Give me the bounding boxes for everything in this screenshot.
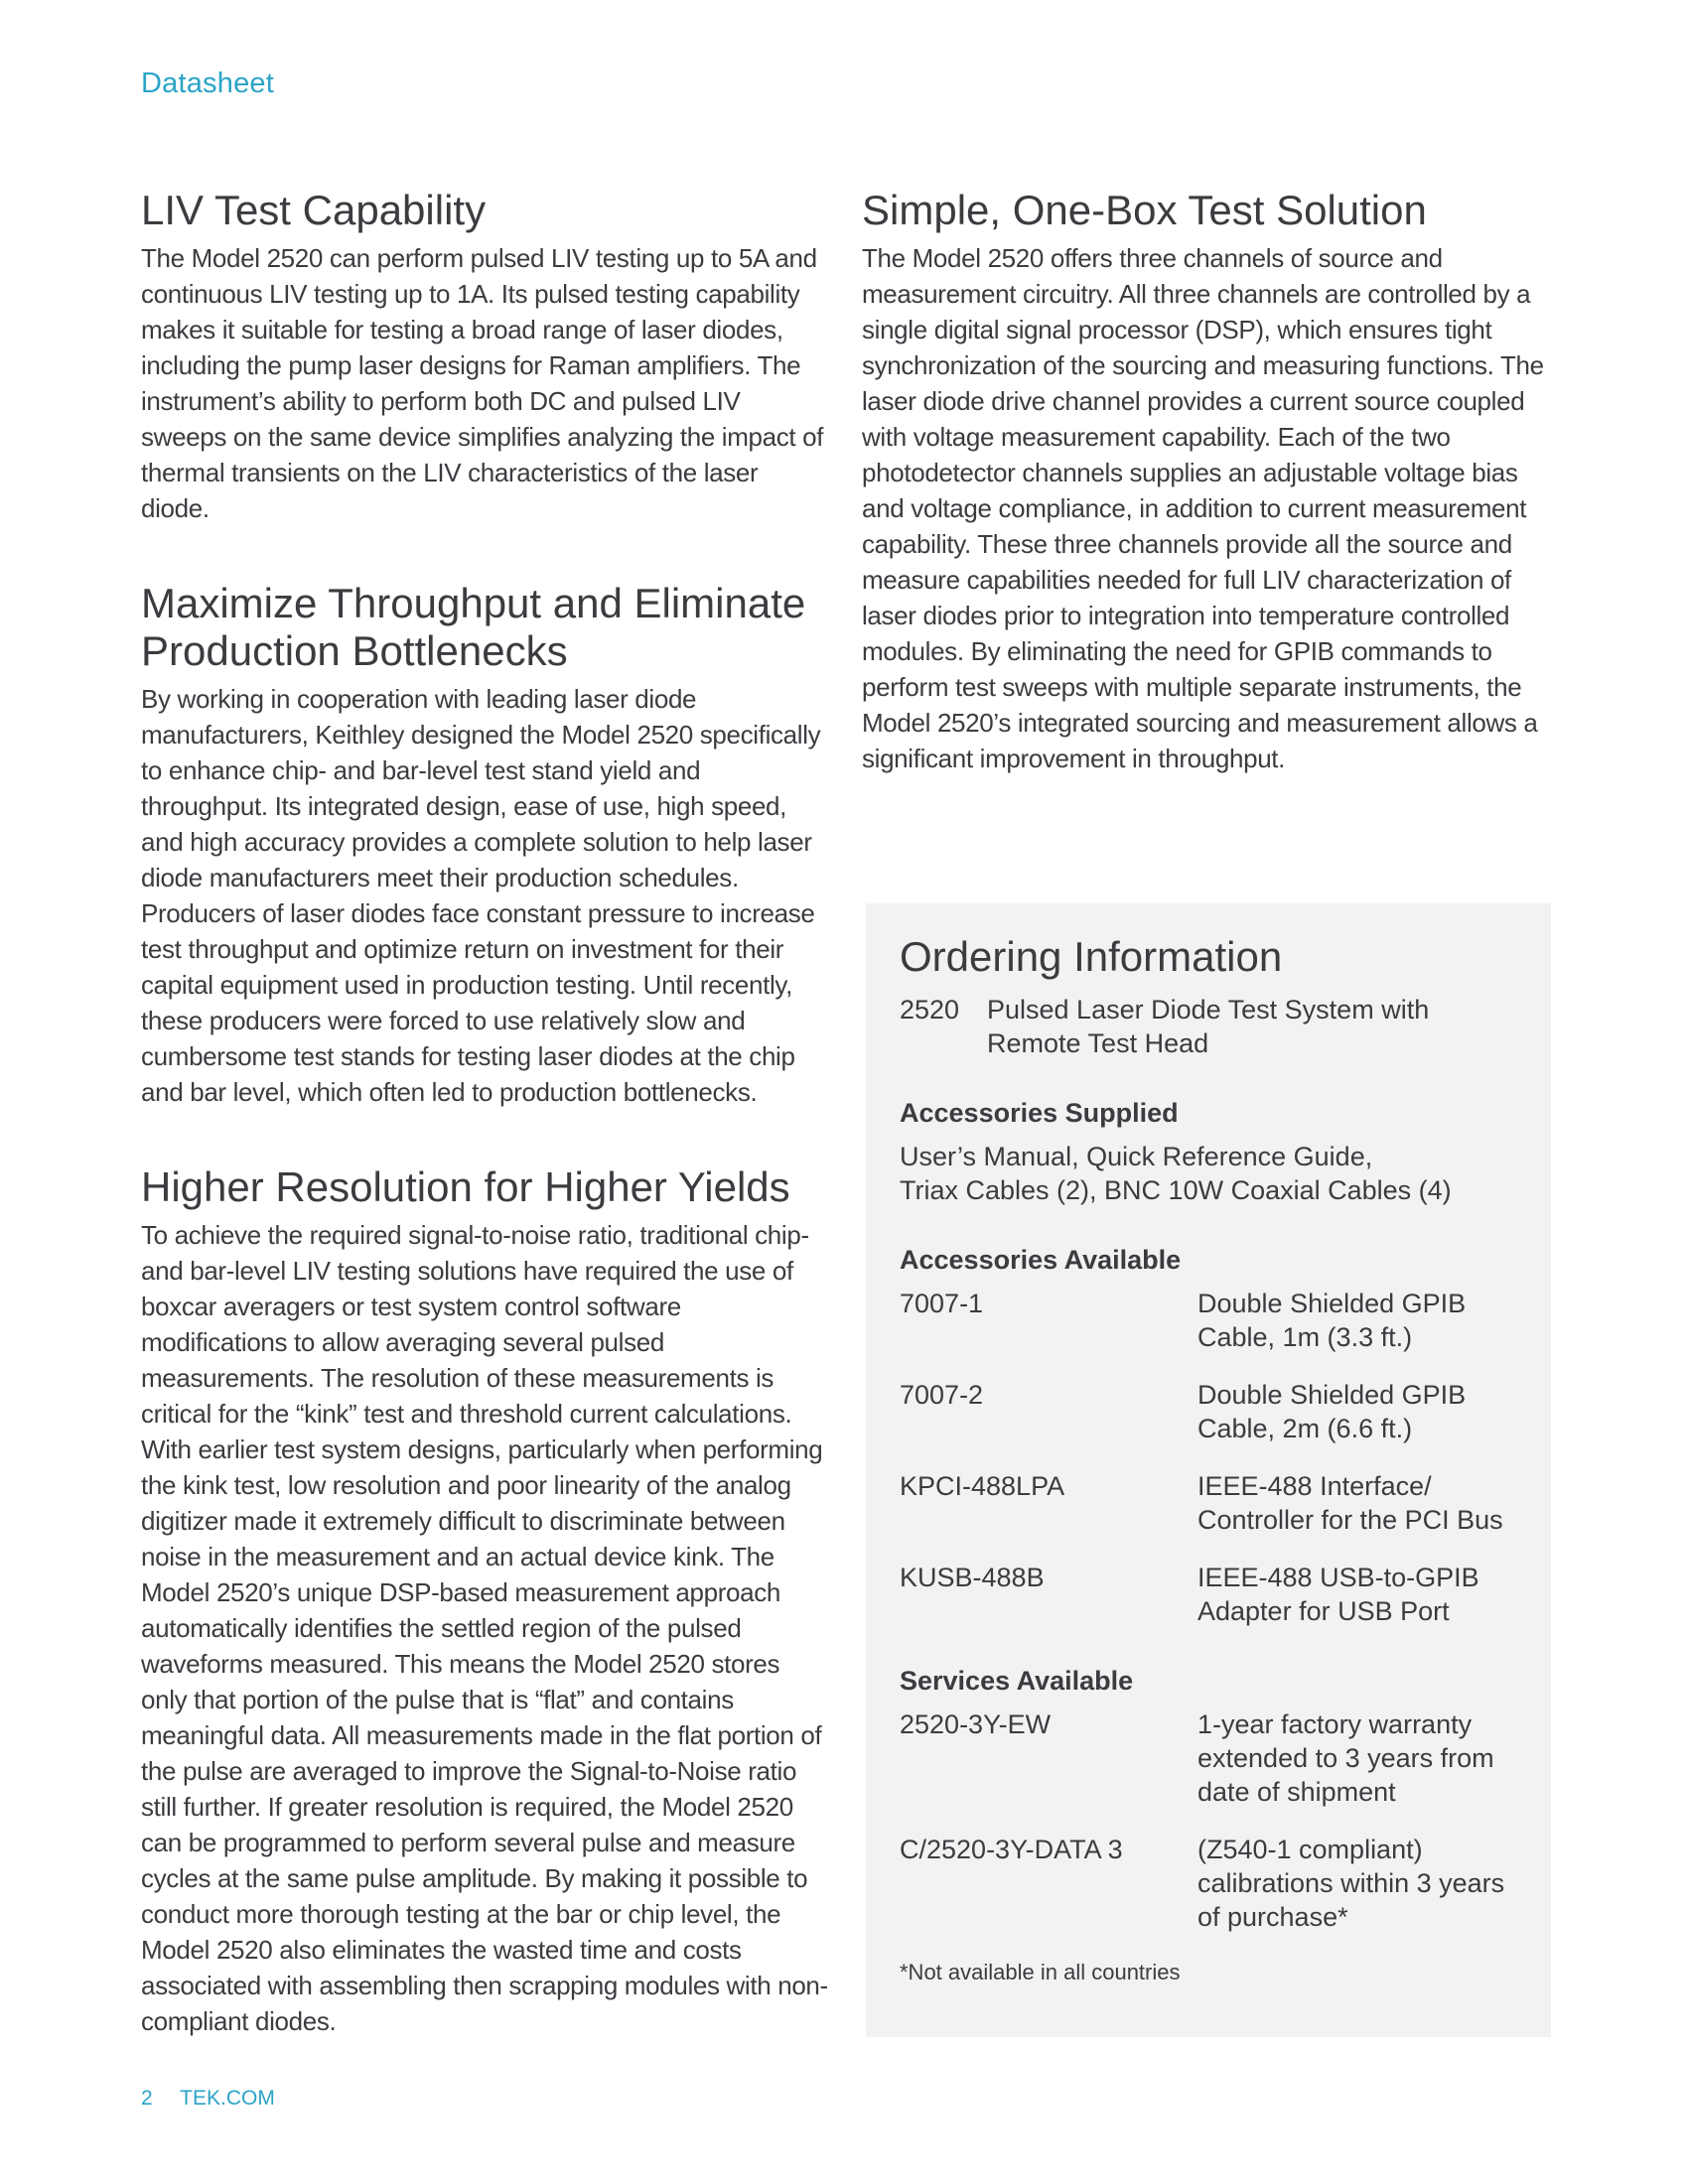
accessory-description: Double Shielded GPIB Cable, 1m (3.3 ft.): [1197, 1289, 1467, 1352]
accessories-supplied-line: User’s Manual, Quick Reference Guide,: [900, 1142, 1373, 1171]
footer-site-link[interactable]: TEK.COM: [180, 2087, 275, 2110]
section-title: LIV Test Capability: [141, 187, 487, 233]
accessories-available-heading: Accessories Available: [900, 1245, 1182, 1275]
section-body: The Model 2520 offers three channels of source and measurement circuitry. All three channels are controlled by a single digital signal processor (DSP), which ensures tight synchronization of the sourcing and measuring functions. The laser diode drive channel provides a current source coupled with voltage measurement capability. Each of the two photodetector channels supplies an adjustable voltage bias and voltage compliance, in addition to current measurement capability. These three channels provide all the source and measure capabilities needed for full LIV characterization of laser diodes prior to integration into temperature controlled modules. By eliminating the need for GPIB commands to perform test sweeps with multiple separate instruments, the Model 2520’s integrated sourcing and measurement allows a significant improvement in throughput.: [862, 243, 1544, 773]
accessory-row: [900, 1287, 1517, 1354]
accessories-supplied-heading: Accessories Supplied: [900, 1098, 1179, 1128]
accessory-description: IEEE-488 USB-to-GPIB Adapter for USB Port: [1197, 1563, 1479, 1626]
accessory-description: IEEE-488 Interface/ Controller for the PCI Bus: [1197, 1471, 1503, 1535]
section-higher-resolution: [141, 1163, 832, 2039]
header-label: Datasheet: [141, 68, 274, 99]
services-available-heading: Services Available: [900, 1666, 1134, 1696]
footnote: *Not available in all countries: [900, 1960, 1181, 1984]
accessory-row: [900, 1469, 1517, 1537]
product-row: [900, 993, 1517, 1060]
accessory-row: [900, 1378, 1517, 1445]
accessory-row: [900, 1561, 1517, 1628]
service-row: [900, 1833, 1517, 1934]
section-title: Higher Resolution for Higher Yields: [141, 1163, 790, 1210]
product-number: 2520: [900, 995, 960, 1024]
left-column: [141, 187, 832, 2093]
accessory-part-number: 7007-2: [900, 1380, 984, 1410]
service-part-number: C/2520-3Y-DATA 3: [900, 1835, 1123, 1864]
page-number: 2: [141, 2087, 153, 2110]
service-description: 1-year factory warranty extended to 3 years from date of shipment: [1197, 1709, 1494, 1807]
section-maximize-throughput: [141, 580, 832, 1110]
section-body: By working in cooperation with leading laser diode manufacturers, Keithley designed the Model 2520 specifically to enhance chip- and bar-level test stand yield and throughput. Its integrated design, ease of use, high speed, and high accuracy provides a complete solution to help laser diode manufacturers meet their production schedules. Producers of laser diodes face constant pressure to increase test throughput and optimize return on investment for their capital equipment used in production testing. Until recently, these producers were forced to use relatively slow and cumbersome test stands for testing laser diodes at the chip and bar level, which often led to production bottlenecks.: [141, 684, 821, 1107]
right-column: [862, 187, 1557, 776]
accessories-supplied-line: Triax Cables (2), BNC 10W Coaxial Cables (4): [900, 1175, 1452, 1205]
section-liv-test: [141, 187, 832, 526]
service-part-number: 2520-3Y-EW: [900, 1709, 1052, 1739]
accessories-supplied-list: [900, 1140, 1517, 1207]
service-description: (Z540-1 compliant) calibrations within 3 years of purchase*: [1197, 1835, 1505, 1932]
accessory-description: Double Shielded GPIB Cable, 2m (6.6 ft.): [1197, 1380, 1467, 1443]
accessory-part-number: KPCI-488LPA: [900, 1471, 1065, 1501]
ordering-title: Ordering Information: [900, 933, 1283, 980]
section-body: The Model 2520 can perform pulsed LIV testing up to 5A and continuous LIV testing up to 1A. Its pulsed testing capability makes it suitable for testing a broad range of laser diodes, including the pump laser designs for Raman amplifiers. The instrument’s ability to perform both DC and pulsed LIV sweeps on the same device simplifies analyzing the impact of thermal transients on the LIV characteristics of the laser diode.: [141, 243, 824, 523]
accessory-part-number: 7007-1: [900, 1289, 984, 1318]
ordering-information-box: [866, 903, 1551, 2037]
product-description: Pulsed Laser Diode Test System with Remote Test Head: [987, 995, 1430, 1058]
section-title: Maximize Throughput and Eliminate Production Bottlenecks: [141, 580, 806, 674]
page-footer: [141, 2087, 275, 2111]
section-body: To achieve the required signal-to-noise ratio, traditional chip- and bar-level LIV testing solutions have required the use of boxcar averagers or test system control software modifications to allow averaging several pulsed measurements. The resolution of these measurements is critical for the “kink” test and threshold current calculations. With earlier test system designs, particularly when performing the kink test, low resolution and poor linearity of the analog digitizer made it extremely difficult to discriminate between noise in the measurement and an actual device kink. The Model 2520’s unique DSP-based measurement approach automatically identifies the settled region of the pulsed waveforms measured. This means the Model 2520 stores only that portion of the pulse that is “flat” and contains meaningful data. All measurements made in the flat portion of the pulse are averaged to improve the Signal-to-Noise ratio still further. If greater resolution is required, the Model 2520 can be programmed to perform several pulse and measure cycles at the same pulse amplitude. By making it possible to conduct more thorough testing at the bar or chip level, the Model 2520 also eliminates the wasted time and costs associated with assembling then scrapping modules with non-compliant diodes.: [141, 1220, 828, 2036]
service-row: [900, 1707, 1517, 1809]
section-title: Simple, One-Box Test Solution: [862, 187, 1427, 233]
accessory-part-number: KUSB-488B: [900, 1563, 1045, 1592]
